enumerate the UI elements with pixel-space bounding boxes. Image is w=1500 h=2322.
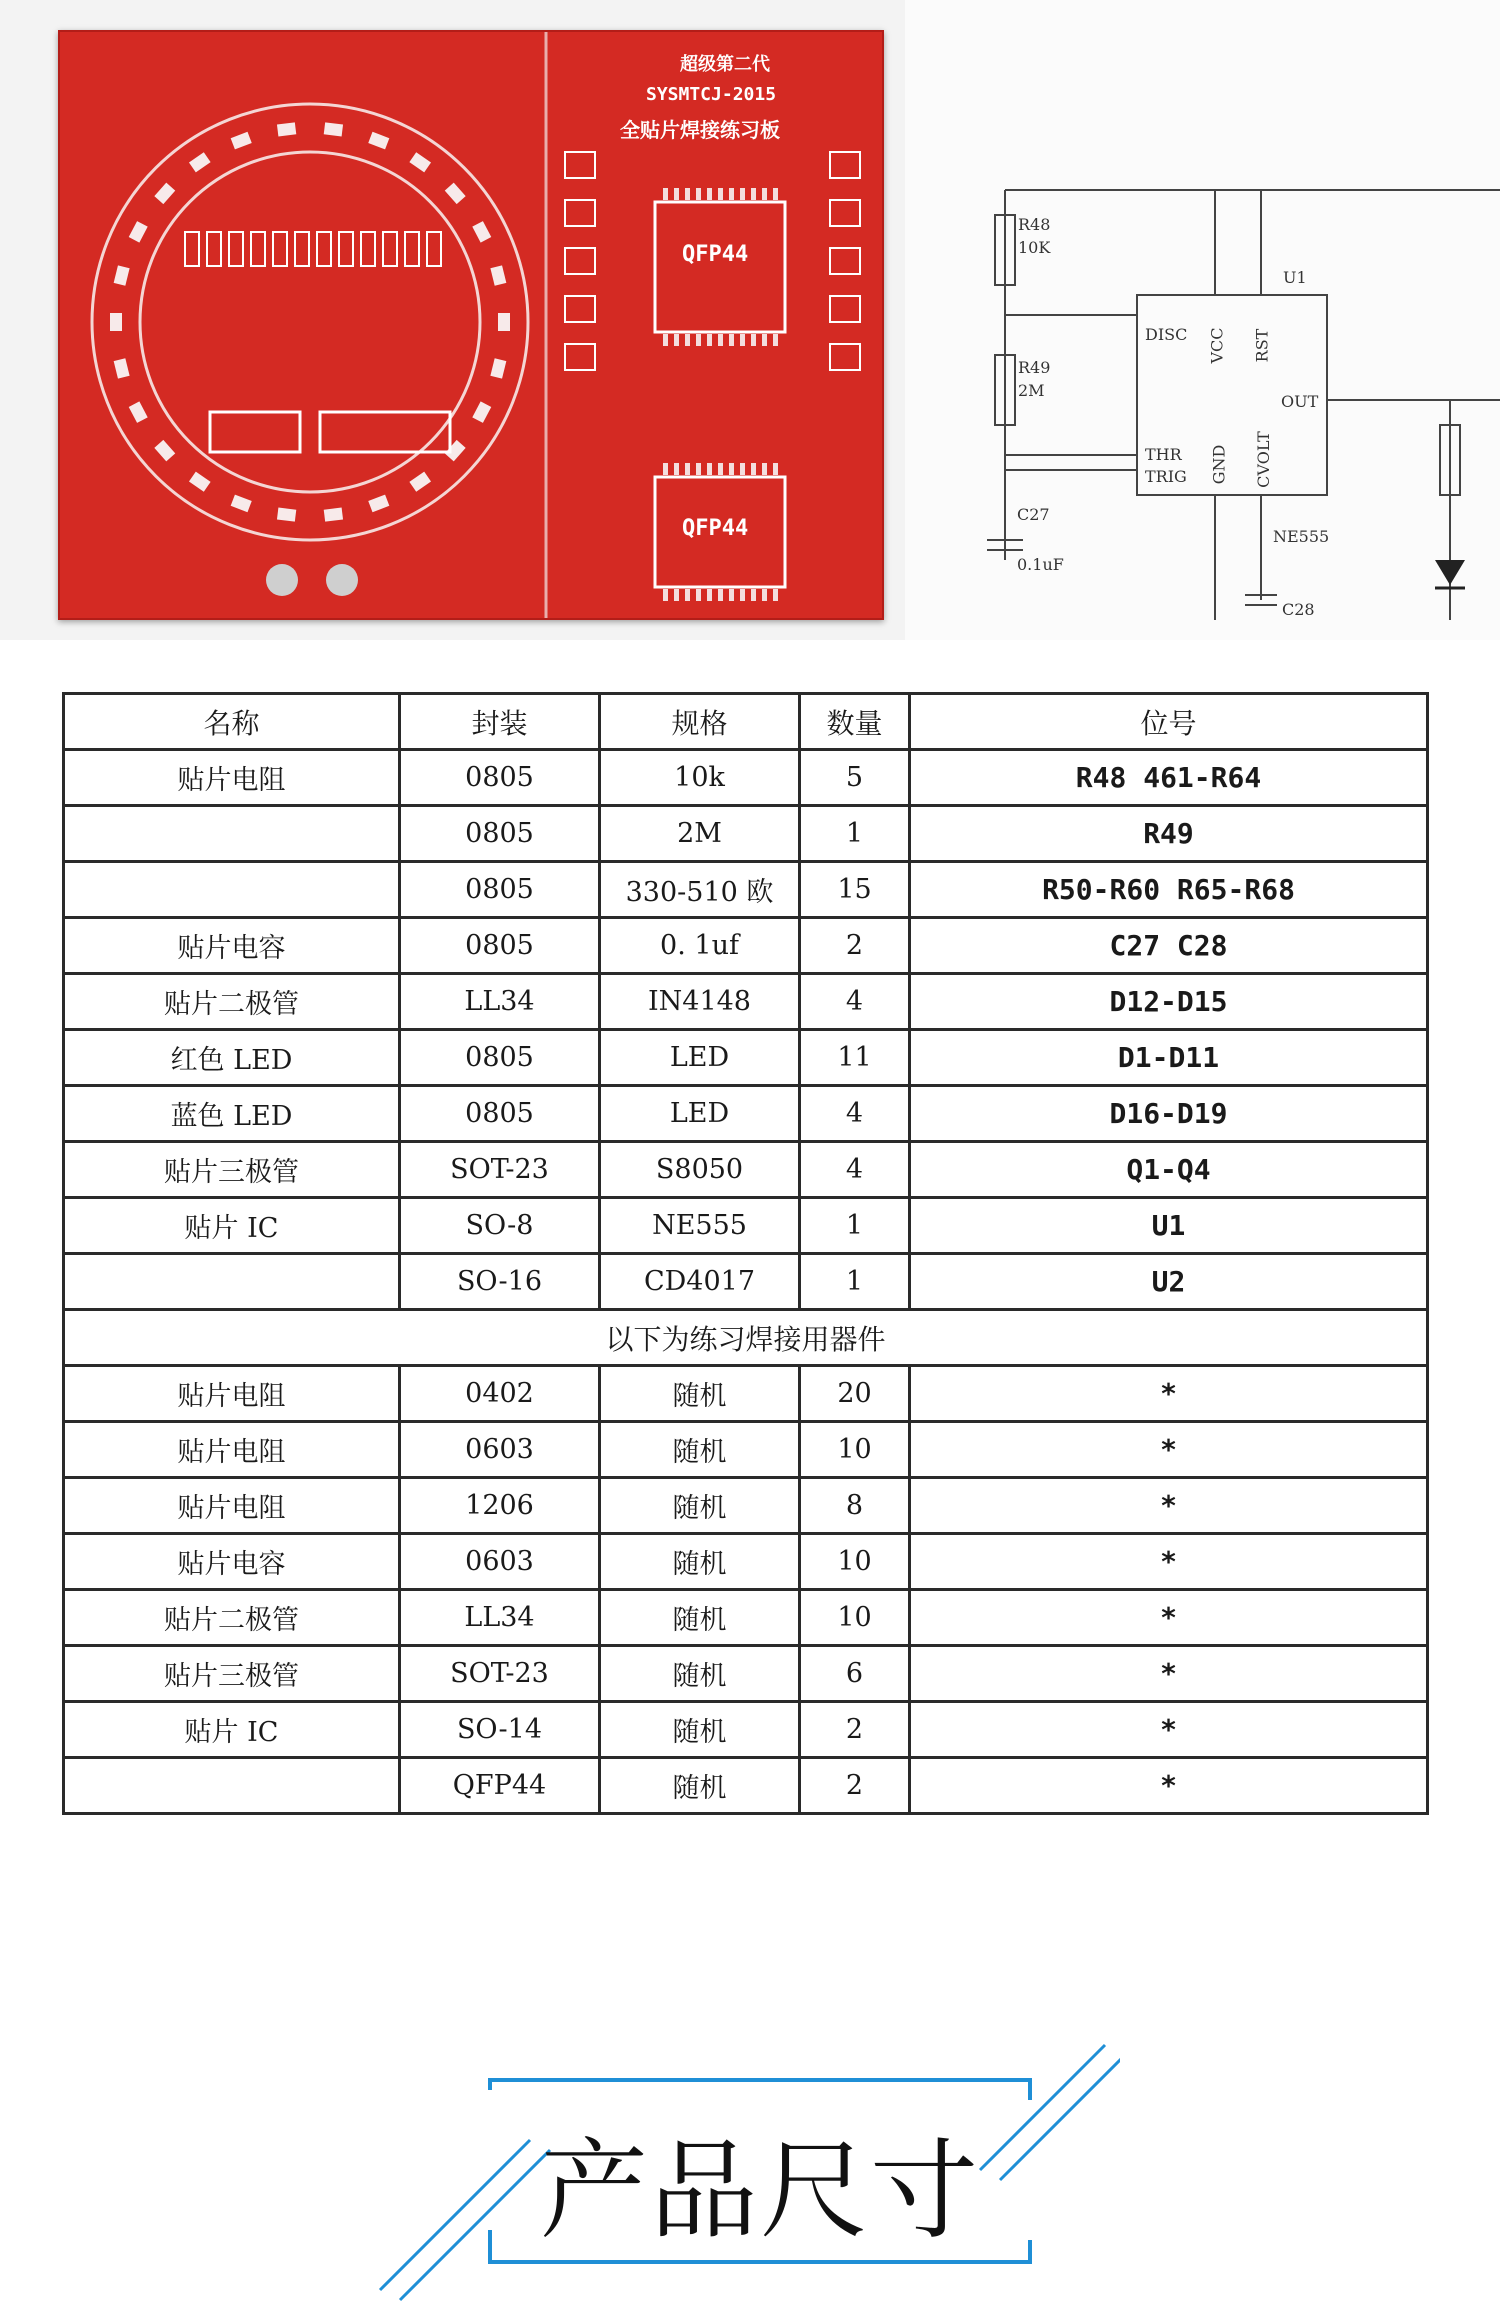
- cell-name: 蓝色 LED: [64, 1086, 400, 1142]
- table-row: [64, 1422, 1428, 1478]
- table-row: [64, 862, 1428, 918]
- section-label: 以下为练习焊接用器件: [64, 1310, 1428, 1366]
- cell-package: 0805: [400, 1086, 600, 1142]
- pcb-board-image: [58, 30, 884, 620]
- schematic-c27: C27: [1017, 505, 1050, 524]
- cell-name: [64, 806, 400, 862]
- schematic-pin-trig: TRIG: [1145, 467, 1187, 486]
- cell-name: [64, 1254, 400, 1310]
- cell-designator: *: [910, 1422, 1428, 1478]
- cell-qty: 4: [800, 974, 910, 1030]
- schematic-r49: R49: [1018, 358, 1051, 377]
- cell-designator: R50-R60 R65-R68: [910, 862, 1428, 918]
- cell-qty: 8: [800, 1478, 910, 1534]
- cell-package: 0805: [400, 918, 600, 974]
- cell-designator: *: [910, 1478, 1428, 1534]
- cell-qty: 6: [800, 1646, 910, 1702]
- cell-package: 0805: [400, 806, 600, 862]
- schematic-pin-thr: THR: [1145, 445, 1182, 464]
- cell-name: 贴片 IC: [64, 1198, 400, 1254]
- cell-package: LL34: [400, 1590, 600, 1646]
- cell-designator: R49: [910, 806, 1428, 862]
- cell-name: 贴片电阻: [64, 1366, 400, 1422]
- cell-qty: 2: [800, 918, 910, 974]
- schematic-pin-rst: RST: [1252, 328, 1272, 363]
- cell-name: 贴片二极管: [64, 1590, 400, 1646]
- table-row: [64, 806, 1428, 862]
- cell-qty: 2: [800, 1758, 910, 1814]
- cell-spec: 330-510 欧: [600, 862, 800, 918]
- pcb-title-line1: 超级第二代: [680, 54, 770, 75]
- cell-spec: 10k: [600, 750, 800, 806]
- cell-designator: *: [910, 1366, 1428, 1422]
- table-row: [64, 1590, 1428, 1646]
- schematic-image: [905, 0, 1500, 640]
- cell-package: 1206: [400, 1478, 600, 1534]
- cell-spec: 随机: [600, 1702, 800, 1758]
- cell-name: 贴片电阻: [64, 1422, 400, 1478]
- header-name: 名称: [64, 694, 400, 750]
- cell-qty: 1: [800, 1198, 910, 1254]
- schematic-pin-cvolt: CVOLT: [1253, 431, 1273, 488]
- table-row: [64, 1142, 1428, 1198]
- cell-package: 0402: [400, 1366, 600, 1422]
- product-photo-area: [0, 0, 1500, 640]
- schematic-lines: [905, 0, 1500, 640]
- cell-spec: 随机: [600, 1758, 800, 1814]
- cell-name: 贴片电阻: [64, 1478, 400, 1534]
- cell-spec: 随机: [600, 1478, 800, 1534]
- cell-qty: 1: [800, 1254, 910, 1310]
- cell-package: 0805: [400, 862, 600, 918]
- table-row: [64, 1702, 1428, 1758]
- cell-name: 贴片电容: [64, 918, 400, 974]
- bom-table: [62, 692, 1429, 1815]
- cell-qty: 5: [800, 750, 910, 806]
- cell-package: SO-14: [400, 1702, 600, 1758]
- header-package: 封装: [400, 694, 600, 750]
- cell-spec: 随机: [600, 1366, 800, 1422]
- cell-qty: 10: [800, 1590, 910, 1646]
- table-row: [64, 1534, 1428, 1590]
- pcb-qfp-label-top: QFP44: [682, 242, 749, 267]
- cell-designator: *: [910, 1534, 1428, 1590]
- cell-package: 0805: [400, 750, 600, 806]
- header-spec: 规格: [600, 694, 800, 750]
- schematic-pin-gnd: GND: [1209, 444, 1229, 485]
- table-row: [64, 1198, 1428, 1254]
- led-ring-pads: [110, 122, 510, 521]
- cell-designator: *: [910, 1702, 1428, 1758]
- cell-spec: NE555: [600, 1198, 800, 1254]
- cell-name: 贴片三极管: [64, 1646, 400, 1702]
- cell-qty: 11: [800, 1030, 910, 1086]
- table-row: [64, 918, 1428, 974]
- schematic-pin-out: OUT: [1281, 392, 1319, 411]
- cell-spec: 随机: [600, 1534, 800, 1590]
- cell-designator: R48 461-R64: [910, 750, 1428, 806]
- cell-spec: IN4148: [600, 974, 800, 1030]
- cell-spec: 随机: [600, 1422, 800, 1478]
- cell-qty: 4: [800, 1086, 910, 1142]
- cell-qty: 2: [800, 1702, 910, 1758]
- cell-designator: *: [910, 1758, 1428, 1814]
- pcb-qfp-label-bottom: QFP44: [682, 516, 749, 541]
- cell-spec: 随机: [600, 1590, 800, 1646]
- cell-designator: D16-D19: [910, 1086, 1428, 1142]
- cell-package: LL34: [400, 974, 600, 1030]
- table-row: [64, 1646, 1428, 1702]
- cell-designator: D12-D15: [910, 974, 1428, 1030]
- cell-package: SOT-23: [400, 1142, 600, 1198]
- schematic-pin-disc: DISC: [1145, 325, 1188, 344]
- section-row: [64, 1310, 1428, 1366]
- table-row: [64, 1366, 1428, 1422]
- table-row: [64, 1758, 1428, 1814]
- header-designator: 位号: [910, 694, 1428, 750]
- schematic-pin-vcc: VCC: [1207, 327, 1227, 364]
- table-row: [64, 1254, 1428, 1310]
- cell-designator: Q1-Q4: [910, 1142, 1428, 1198]
- cell-package: SOT-23: [400, 1646, 600, 1702]
- schematic-c27-value: 0.1uF: [1017, 555, 1064, 574]
- cell-qty: 4: [800, 1142, 910, 1198]
- cell-designator: *: [910, 1590, 1428, 1646]
- cell-qty: 15: [800, 862, 910, 918]
- schematic-c28: C28: [1282, 600, 1315, 619]
- cell-package: SO-16: [400, 1254, 600, 1310]
- cell-name: 贴片电容: [64, 1534, 400, 1590]
- bom-header-row: [64, 694, 1428, 750]
- cell-name: [64, 862, 400, 918]
- cell-qty: 20: [800, 1366, 910, 1422]
- table-row: [64, 1478, 1428, 1534]
- cell-designator: D1-D11: [910, 1030, 1428, 1086]
- schematic-r48-value: 10K: [1018, 238, 1051, 257]
- size-section-title: 产品尺寸: [540, 2129, 981, 2254]
- cell-spec: LED: [600, 1086, 800, 1142]
- cell-name: [64, 1758, 400, 1814]
- cell-spec: S8050: [600, 1142, 800, 1198]
- table-row: [64, 750, 1428, 806]
- cell-package: 0805: [400, 1030, 600, 1086]
- pcb-title-line3: 全贴片焊接练习板: [620, 118, 780, 142]
- cell-designator: *: [910, 1646, 1428, 1702]
- pcb-title-line2: SYSMTCJ-2015: [646, 84, 777, 105]
- cell-spec: LED: [600, 1030, 800, 1086]
- cell-qty: 10: [800, 1534, 910, 1590]
- cell-package: SO-8: [400, 1198, 600, 1254]
- cell-designator: U2: [910, 1254, 1428, 1310]
- cell-name: 贴片 IC: [64, 1702, 400, 1758]
- product-size-header: [360, 2010, 1120, 2310]
- cell-spec: CD4017: [600, 1254, 800, 1310]
- cell-spec: 2M: [600, 806, 800, 862]
- cell-name: 贴片电阻: [64, 750, 400, 806]
- cell-qty: 1: [800, 806, 910, 862]
- table-row: [64, 1030, 1428, 1086]
- cell-designator: C27 C28: [910, 918, 1428, 974]
- schematic-ne555: NE555: [1273, 527, 1330, 546]
- cell-package: 0603: [400, 1422, 600, 1478]
- schematic-r48: R48: [1018, 215, 1051, 234]
- cell-name: 贴片三极管: [64, 1142, 400, 1198]
- schematic-r49-value: 2M: [1018, 381, 1045, 400]
- header-qty: 数量: [800, 694, 910, 750]
- resistor-row: [185, 232, 441, 266]
- table-row: [64, 1086, 1428, 1142]
- cell-name: 红色 LED: [64, 1030, 400, 1086]
- cell-spec: 随机: [600, 1646, 800, 1702]
- cell-designator: U1: [910, 1198, 1428, 1254]
- schematic-u1: U1: [1283, 268, 1307, 287]
- cell-name: 贴片二极管: [64, 974, 400, 1030]
- cell-spec: 0. 1uf: [600, 918, 800, 974]
- bom-body: [64, 750, 1428, 1814]
- cell-package: QFP44: [400, 1758, 600, 1814]
- cell-qty: 10: [800, 1422, 910, 1478]
- cell-package: 0603: [400, 1534, 600, 1590]
- table-row: [64, 974, 1428, 1030]
